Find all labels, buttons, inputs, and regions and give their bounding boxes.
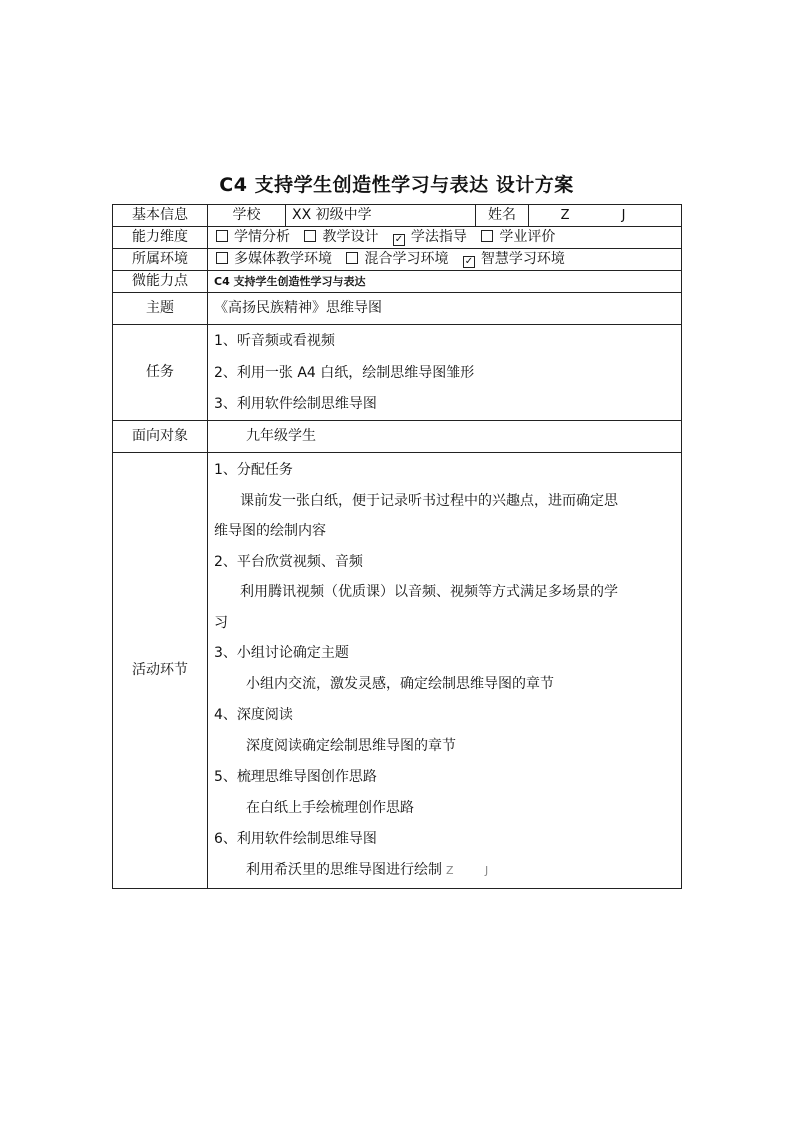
school-label: 学校 <box>208 205 286 227</box>
environment-checkbox-1[interactable] <box>216 252 228 264</box>
activity-step-1-detail-1: 课前发一张白纸，便于记录听书过程中的兴趣点，进而确定思 <box>240 492 618 509</box>
activity-step-2-detail-1: 利用腾讯视频（优质课）以音频、视频等方式满足多场景的学 <box>240 584 618 600</box>
activity-step-1-heading: 1、分配任务 <box>214 462 293 478</box>
basic-info-label: 基本信息 <box>113 205 208 227</box>
activities-list <box>208 453 682 889</box>
environment-option-1: 多媒体教学环境 <box>234 251 332 268</box>
activity-step-1 <box>214 455 675 547</box>
activity-step-4 <box>214 700 675 762</box>
row-topic <box>113 293 682 325</box>
activity-step-3-heading: 3、小组讨论确定主题 <box>214 645 349 661</box>
activity-step-2-heading: 2、平台欣赏视频、音频 <box>214 553 363 570</box>
ability-options <box>208 227 682 249</box>
document-title: C4 支持学生创造性学习与表达 设计方案 <box>219 174 574 196</box>
name-value: Z J <box>529 205 682 227</box>
ability-option-1: 学情分析 <box>234 229 290 246</box>
activity-step-2-detail-2: 习 <box>214 614 228 631</box>
activity-step-4-heading: 4、深度阅读 <box>214 707 293 723</box>
activity-step-6-heading: 6、利用软件绘制思维导图 <box>214 831 377 847</box>
ability-checkbox-1[interactable] <box>216 230 228 242</box>
activity-step-5-heading: 5、梳理思维导图创作思路 <box>214 769 377 785</box>
activity-step-5-detail-1: 在白纸上手绘梳理创作思路 <box>246 800 414 816</box>
activity-step-2 <box>214 547 675 639</box>
activity-step-6-trailing: Z J <box>446 864 503 877</box>
row-micro-ability <box>113 271 682 293</box>
ability-checkbox-3[interactable]: ✓ <box>394 234 404 246</box>
micro-ability-value: C4 支持学生创造性学习与表达 <box>208 271 682 293</box>
school-value: XX 初级中学 <box>286 205 476 227</box>
activity-step-6-detail-1: 利用希沃里的思维导图进行绘制 <box>246 862 442 878</box>
activities-label: 活动环节 <box>113 453 208 889</box>
row-activities <box>113 453 682 889</box>
activity-step-3 <box>214 638 675 700</box>
environment-options <box>208 249 682 271</box>
activity-step-6-detail-row <box>214 855 675 886</box>
tasks-label: 任务 <box>113 325 208 421</box>
micro-ability-label: 微能力点 <box>113 271 208 293</box>
environment-checkbox-2[interactable] <box>346 252 358 264</box>
ability-label: 能力维度 <box>113 227 208 249</box>
audience-value: 九年级学生 <box>208 421 682 453</box>
row-tasks <box>113 325 682 421</box>
design-table <box>112 204 682 889</box>
environment-label: 所属环境 <box>113 249 208 271</box>
row-environment <box>113 249 682 271</box>
row-basic-info <box>113 205 682 227</box>
activity-step-6 <box>214 824 675 886</box>
task-item-2: 2、利用一张 A4 白纸，绘制思维导图雏形 <box>214 365 475 381</box>
topic-value: 《高扬民族精神》思维导图 <box>208 293 682 325</box>
audience-label: 面向对象 <box>113 421 208 453</box>
ability-option-3: 学法指导 <box>410 229 467 246</box>
activity-step-1-detail-2: 维导图的绘制内容 <box>214 523 326 539</box>
environment-option-2: 混合学习环境 <box>364 251 449 268</box>
ability-option-4: 学业评价 <box>499 229 556 246</box>
ability-checkbox-2[interactable] <box>304 230 316 242</box>
environment-checkbox-3[interactable]: ✓ <box>464 256 474 268</box>
row-audience <box>113 421 682 453</box>
environment-option-3: 智慧学习环境 <box>480 251 565 268</box>
topic-label: 主题 <box>113 293 208 325</box>
row-ability <box>113 227 682 249</box>
activity-step-4-detail-1: 深度阅读确定绘制思维导图的章节 <box>246 738 456 754</box>
tasks-list <box>208 325 682 421</box>
ability-option-2: 教学设计 <box>322 229 379 246</box>
name-label: 姓名 <box>476 205 529 227</box>
ability-checkbox-4[interactable] <box>481 230 493 242</box>
activity-step-5 <box>214 762 675 824</box>
task-item-1: 1、听音频或看视频 <box>214 333 335 349</box>
task-item-3: 3、利用软件绘制思维导图 <box>214 396 377 412</box>
activity-step-3-detail-1: 小组内交流，激发灵感，确定绘制思维导图的章节 <box>246 676 554 692</box>
